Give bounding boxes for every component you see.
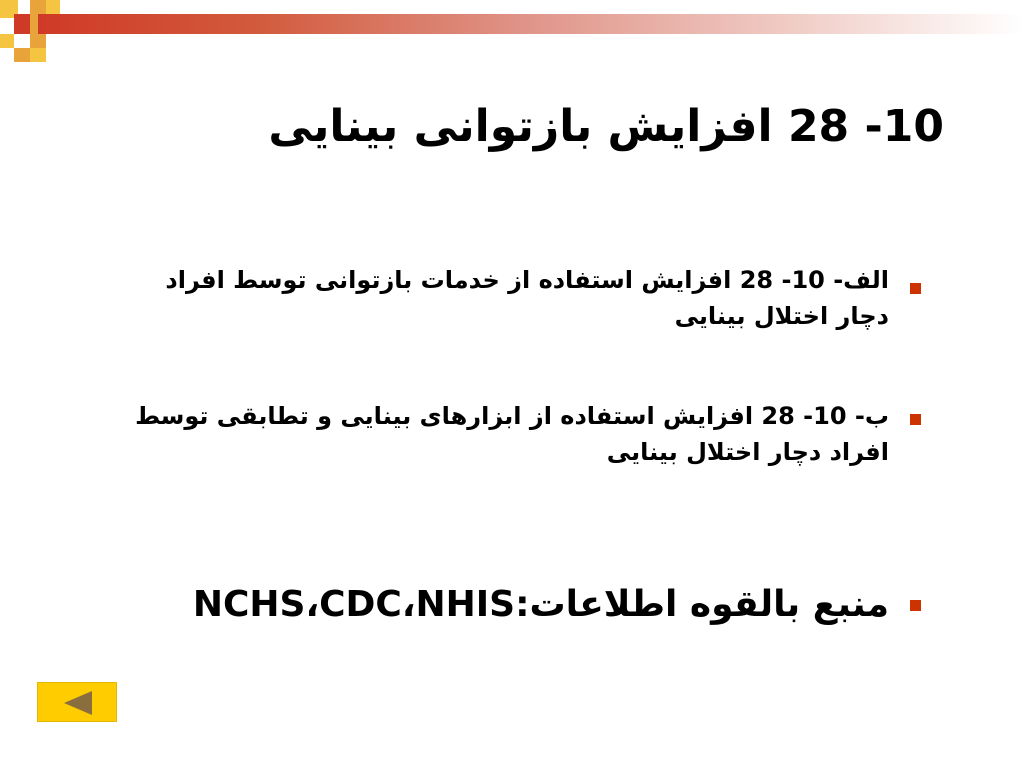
corner-square <box>14 34 30 48</box>
bullet-item <box>89 578 889 632</box>
bullet-item <box>129 262 889 334</box>
corner-square <box>60 0 76 14</box>
corner-square <box>18 0 30 12</box>
bullet-text: منبع بالقوه اطلاعات:NCHS،CDC،NHIS <box>192 584 889 625</box>
bullet-text: الف- 10- 28 افزایش استفاده از خدمات بازتوانی توسط افراد دچار اختلال بینایی <box>165 266 889 330</box>
corner-square <box>30 48 46 62</box>
back-button[interactable] <box>37 682 117 722</box>
bullet-text: ب- 10- 28 افزایش استفاده از ابزارهای بینایی و تطابقی توسط افراد دچار اختلال بینایی <box>135 402 889 466</box>
corner-square <box>30 0 46 14</box>
bullet-square-icon <box>910 600 921 611</box>
header-bar <box>38 14 1024 34</box>
corner-square <box>14 14 30 34</box>
slide-title: 10- 28 افزایش بازتوانی بینایی <box>268 101 944 152</box>
back-arrow-icon <box>62 689 94 717</box>
bullet-square-icon <box>910 414 921 425</box>
corner-square <box>0 34 14 48</box>
corner-square <box>30 34 46 48</box>
bullet-square-icon <box>910 283 921 294</box>
corner-square <box>46 0 60 14</box>
bullet-item <box>129 398 889 470</box>
corner-square <box>14 48 30 62</box>
